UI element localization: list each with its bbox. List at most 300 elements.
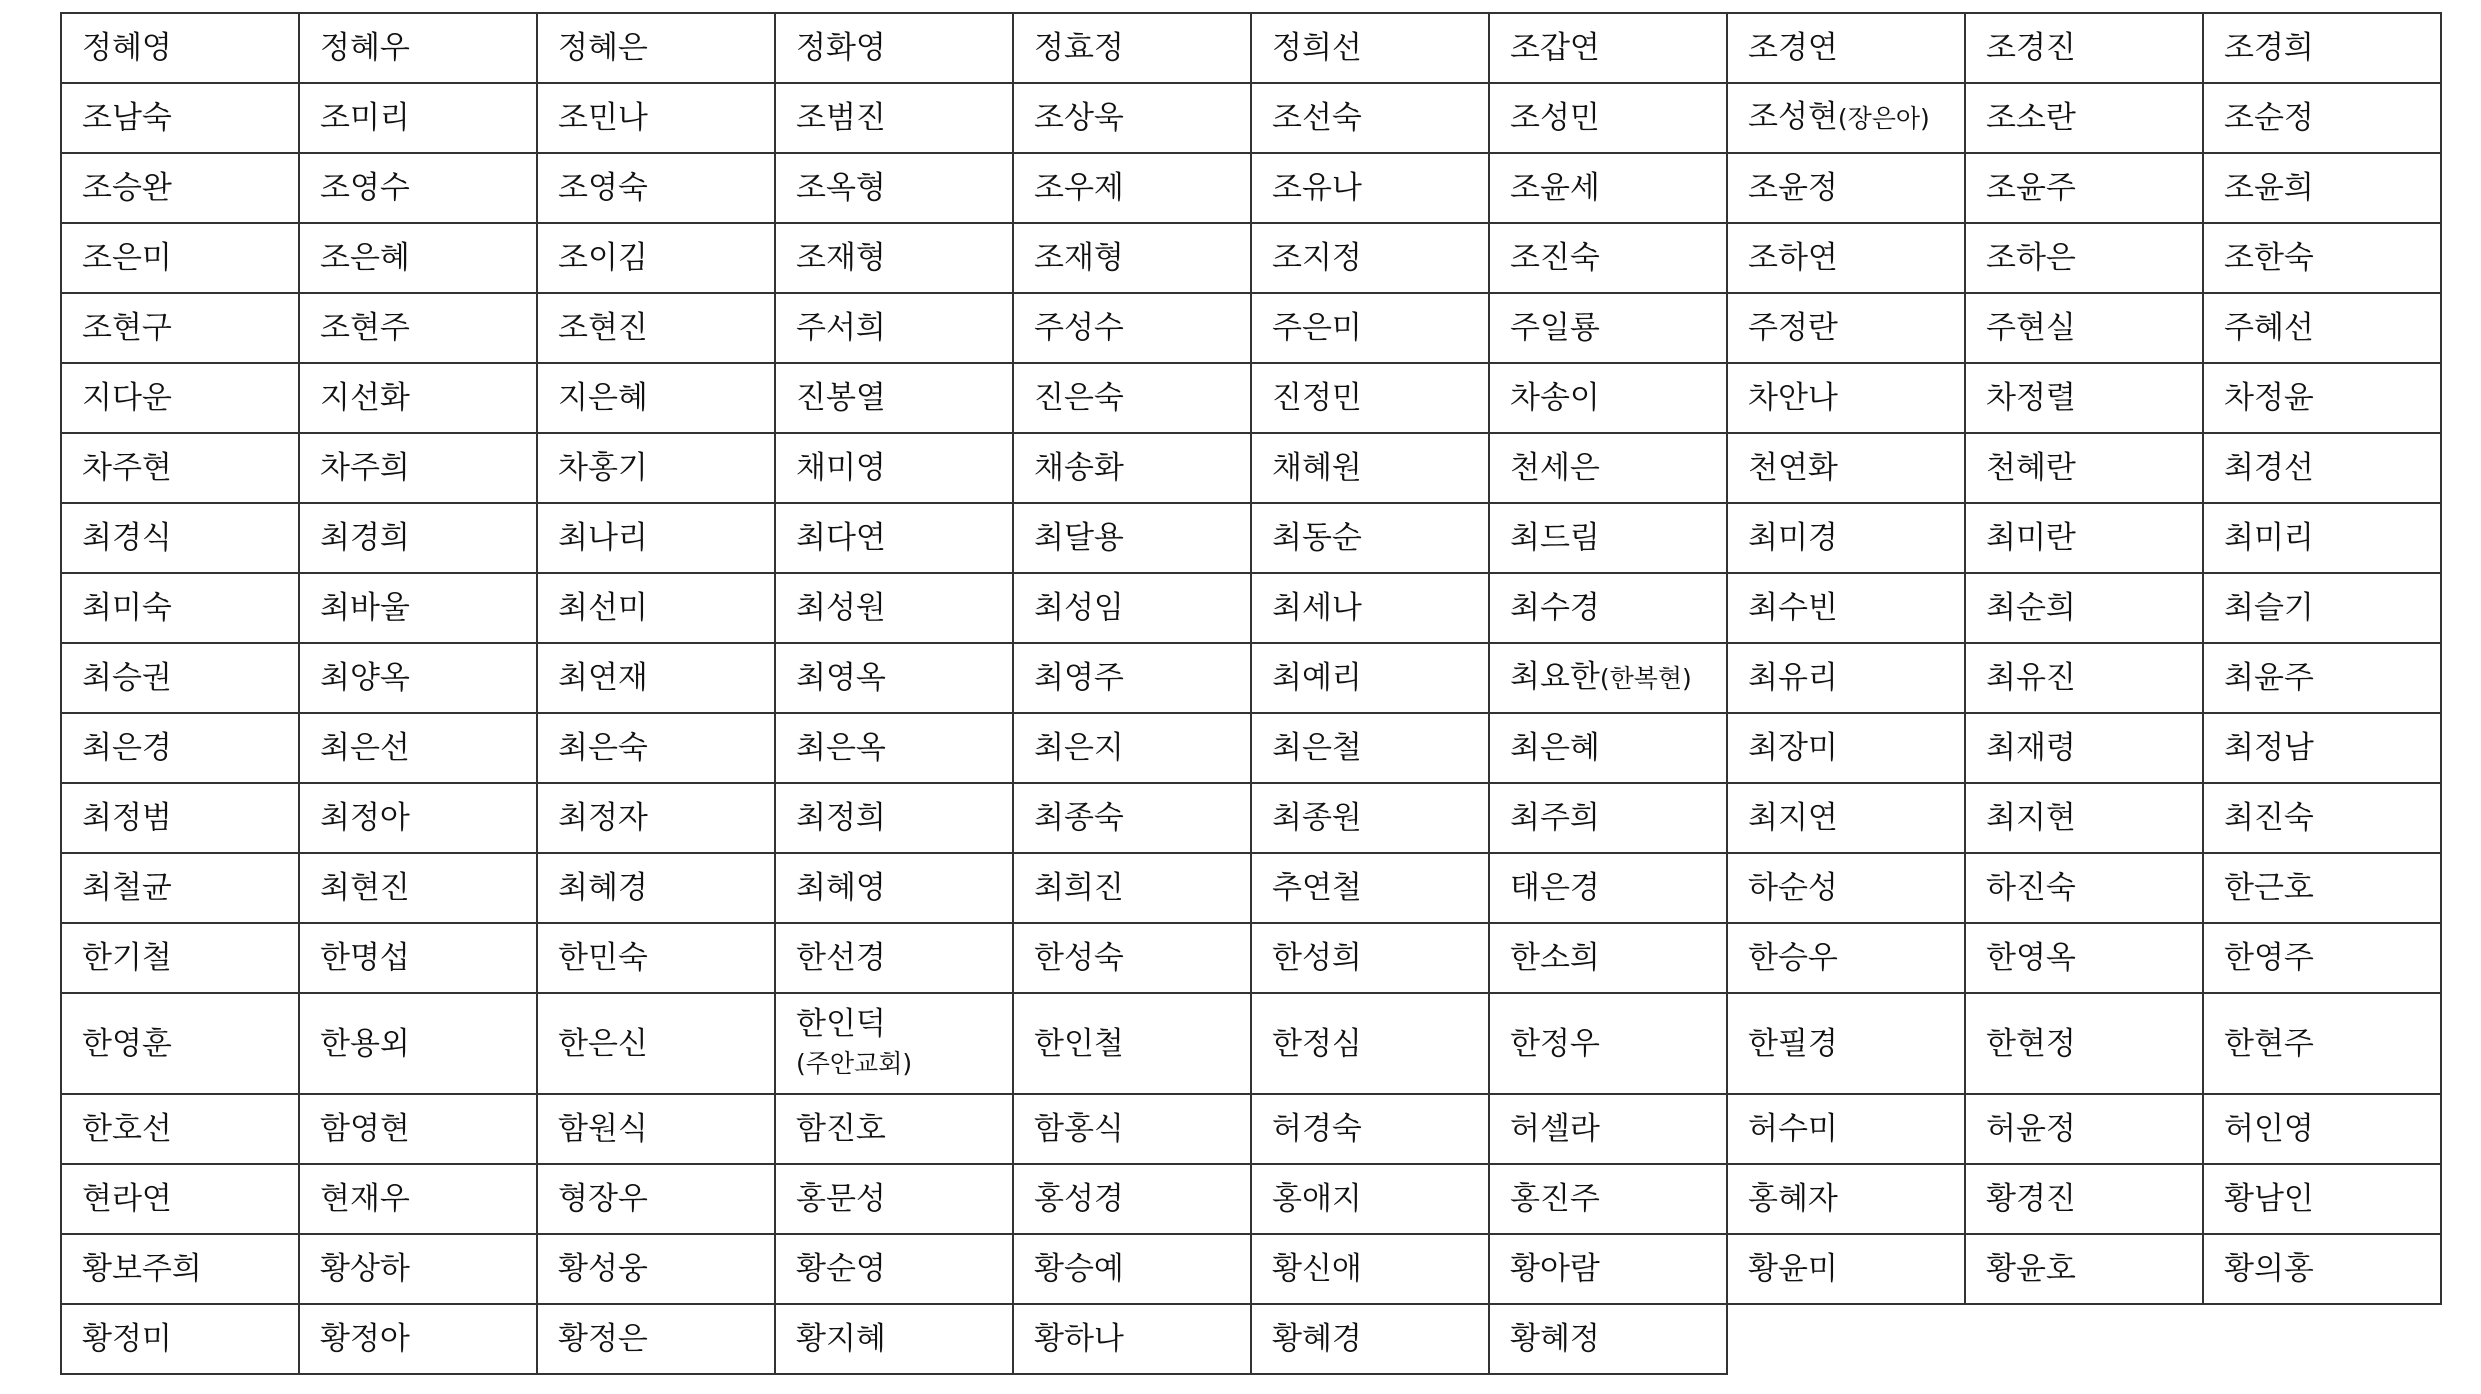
table-row	[61, 83, 2441, 153]
name-cell	[2203, 923, 2441, 993]
name-cell	[61, 923, 299, 993]
name-text: 조범진	[796, 100, 886, 136]
name-cell	[2203, 503, 2441, 573]
name-cell	[1489, 433, 1727, 503]
name-text: 최드림	[1510, 520, 1600, 556]
name-text: 황정은	[558, 1321, 648, 1357]
name-cell	[537, 1094, 775, 1164]
table-row	[61, 153, 2441, 223]
name-text: 최유리	[1748, 660, 1838, 696]
name-cell	[299, 1234, 537, 1304]
name-text: 조영수	[320, 170, 410, 206]
name-cell	[1013, 503, 1251, 573]
name-cell	[61, 783, 299, 853]
name-text: 조윤주	[1986, 170, 2076, 206]
name-cell	[1965, 923, 2203, 993]
name-note: (한복현)	[1599, 664, 1692, 693]
name-text: 홍애지	[1272, 1181, 1362, 1217]
name-text: 진정민	[1272, 380, 1362, 416]
name-cell	[61, 1234, 299, 1304]
name-cell	[2203, 293, 2441, 363]
name-cell	[299, 1164, 537, 1234]
name-text: 조승완	[82, 170, 172, 206]
name-cell	[61, 83, 299, 153]
name-cell	[775, 1164, 1013, 1234]
name-cell	[2203, 83, 2441, 153]
name-cell	[299, 153, 537, 223]
name-text: 최정아	[320, 800, 410, 836]
name-text: 황혜경	[1272, 1321, 1362, 1357]
name-text: 조경연	[1748, 30, 1838, 66]
name-cell	[1965, 363, 2203, 433]
name-text: 조갑연	[1510, 30, 1600, 66]
name-cell	[775, 503, 1013, 573]
name-text: 정희선	[1272, 30, 1362, 66]
name-cell	[537, 433, 775, 503]
name-text: 황성웅	[558, 1251, 648, 1287]
name-text: 최종원	[1272, 800, 1362, 836]
name-cell	[1251, 153, 1489, 223]
name-text: 진은숙	[1034, 380, 1124, 416]
name-text: 차정렬	[1986, 380, 2076, 416]
name-cell	[1727, 1164, 1965, 1234]
name-cell	[2203, 1164, 2441, 1234]
name-cell	[1489, 223, 1727, 293]
name-text: 조한숙	[2224, 240, 2314, 276]
name-text: 현라연	[82, 1181, 172, 1217]
name-cell	[1013, 1164, 1251, 1234]
name-text: 최장미	[1748, 730, 1838, 766]
name-cell	[61, 1164, 299, 1234]
name-text: 한용외	[320, 1025, 410, 1062]
name-cell	[775, 923, 1013, 993]
name-cell	[1727, 783, 1965, 853]
name-cell	[775, 573, 1013, 643]
name-text: 황남인	[2224, 1181, 2314, 1217]
name-cell	[537, 643, 775, 713]
name-text: 조지정	[1272, 240, 1362, 276]
name-text: 최재령	[1986, 730, 2076, 766]
name-cell	[1489, 573, 1727, 643]
name-cell	[1251, 503, 1489, 573]
name-cell	[775, 853, 1013, 923]
name-text: 정화영	[796, 30, 886, 66]
table-row	[61, 643, 2441, 713]
name-text: 최나리	[558, 520, 648, 556]
name-cell	[2203, 153, 2441, 223]
name-cell	[1489, 83, 1727, 153]
name-cell	[1013, 433, 1251, 503]
name-text: 조순정	[2224, 100, 2314, 136]
table-row	[61, 1094, 2441, 1164]
name-text: 차주희	[320, 450, 410, 486]
name-cell	[1251, 363, 1489, 433]
name-cell	[1965, 293, 2203, 363]
name-text: 한근호	[2224, 870, 2314, 906]
name-cell	[775, 363, 1013, 433]
table-row	[61, 1304, 2441, 1374]
name-text: 한승우	[1748, 940, 1838, 976]
name-text: 함영현	[320, 1111, 410, 1147]
name-text: 조현주	[320, 310, 410, 346]
name-text: 천세은	[1510, 450, 1600, 486]
name-cell	[61, 643, 299, 713]
name-cell	[1489, 993, 1727, 1094]
name-text: 조선숙	[1272, 100, 1362, 136]
name-text: 주서희	[796, 310, 886, 346]
name-cell	[1251, 783, 1489, 853]
name-text: 최정범	[82, 800, 172, 836]
name-cell	[1013, 13, 1251, 83]
name-text: 한영훈	[82, 1025, 172, 1062]
name-text: 하진숙	[1986, 870, 2076, 906]
name-text: 최유진	[1986, 660, 2076, 696]
name-text: 한민숙	[558, 940, 648, 976]
table-row	[61, 923, 2441, 993]
name-text: 한선경	[796, 940, 886, 976]
name-cell	[1013, 713, 1251, 783]
name-text: 차정윤	[2224, 380, 2314, 416]
name-cell	[2203, 223, 2441, 293]
name-text: 황신애	[1272, 1251, 1362, 1287]
name-cell	[537, 783, 775, 853]
name-text: 최경희	[320, 520, 410, 556]
name-text: 지은혜	[558, 380, 648, 416]
name-cell	[1965, 13, 2203, 83]
name-text: 최선미	[558, 590, 648, 626]
name-text: 최진숙	[2224, 800, 2314, 836]
name-text: 최미숙	[82, 590, 172, 626]
name-text: 최혜경	[558, 870, 648, 906]
name-cell	[1727, 643, 1965, 713]
name-text: 한정심	[1272, 1025, 1362, 1062]
name-cell	[537, 83, 775, 153]
name-text: 황지혜	[796, 1321, 886, 1357]
name-text: 함진호	[796, 1111, 886, 1147]
name-text: 한현주	[2224, 1025, 2314, 1062]
name-cell	[1965, 573, 2203, 643]
name-text: 차주현	[82, 450, 172, 486]
name-text: 한은신	[558, 1025, 648, 1062]
name-text: 최영옥	[796, 660, 886, 696]
name-cell	[299, 433, 537, 503]
empty-cell	[1965, 1304, 2203, 1374]
table-row	[61, 783, 2441, 853]
name-text: 홍문성	[796, 1181, 886, 1217]
name-text: 한영옥	[1986, 940, 2076, 976]
name-cell	[1251, 223, 1489, 293]
table-row	[61, 13, 2441, 83]
name-text: 정혜은	[558, 30, 648, 66]
name-text: 황보주희	[82, 1251, 202, 1287]
name-text: 최은철	[1272, 730, 1362, 766]
name-text: 최경선	[2224, 450, 2314, 486]
name-cell	[299, 1304, 537, 1374]
name-cell	[1013, 1304, 1251, 1374]
name-cell	[1489, 13, 1727, 83]
name-text: 황승예	[1034, 1251, 1124, 1287]
name-cell	[1727, 923, 1965, 993]
name-text: 최다연	[796, 520, 886, 556]
name-cell	[1489, 1094, 1727, 1164]
name-cell	[1013, 1234, 1251, 1304]
name-text: 채혜원	[1272, 450, 1362, 486]
name-text: 최미리	[2224, 520, 2314, 556]
table-row	[61, 223, 2441, 293]
name-text: 정혜영	[82, 30, 172, 66]
name-text: 지선화	[320, 380, 410, 416]
name-text: 진봉열	[796, 380, 886, 416]
name-cell	[1013, 853, 1251, 923]
name-list-body	[61, 13, 2441, 1374]
name-cell	[61, 293, 299, 363]
name-cell	[299, 83, 537, 153]
name-text: 황경진	[1986, 1181, 2076, 1217]
name-cell	[299, 573, 537, 643]
name-text: 한호선	[82, 1111, 172, 1147]
name-text: 홍혜자	[1748, 1181, 1838, 1217]
name-cell	[1489, 783, 1727, 853]
table-row	[61, 573, 2441, 643]
name-cell	[775, 293, 1013, 363]
name-cell	[1727, 503, 1965, 573]
name-text: 최슬기	[2224, 590, 2314, 626]
name-text: 최양옥	[320, 660, 410, 696]
name-cell	[1965, 643, 2203, 713]
name-cell	[1965, 503, 2203, 573]
name-text: 조현진	[558, 310, 648, 346]
name-text: 조민나	[558, 100, 648, 136]
name-text: 현재우	[320, 1181, 410, 1217]
name-cell	[2203, 13, 2441, 83]
name-cell	[1727, 853, 1965, 923]
name-text: 채송화	[1034, 450, 1124, 486]
name-text: 천혜란	[1986, 450, 2076, 486]
name-text: 황순영	[796, 1251, 886, 1287]
name-cell	[1251, 643, 1489, 713]
name-text: 천연화	[1748, 450, 1838, 486]
name-cell	[775, 153, 1013, 223]
name-text: 하순성	[1748, 870, 1838, 906]
name-cell	[61, 853, 299, 923]
name-text: 최수경	[1510, 590, 1600, 626]
name-text: 추연철	[1272, 870, 1362, 906]
table-row	[61, 293, 2441, 363]
name-cell	[537, 1234, 775, 1304]
name-text: 최혜영	[796, 870, 886, 906]
name-text: 조윤희	[2224, 170, 2314, 206]
name-text: 주일룡	[1510, 310, 1600, 346]
name-cell	[1013, 293, 1251, 363]
name-cell	[1251, 993, 1489, 1094]
name-text: 황의홍	[2224, 1251, 2314, 1287]
name-cell	[299, 13, 537, 83]
name-text: 최경식	[82, 520, 172, 556]
name-cell	[2203, 993, 2441, 1094]
name-text: 최주희	[1510, 800, 1600, 836]
name-cell	[61, 13, 299, 83]
name-text: 황윤미	[1748, 1251, 1838, 1287]
name-text: 허셀라	[1510, 1111, 1600, 1147]
name-text: 황윤호	[1986, 1251, 2076, 1287]
name-text: 함원식	[558, 1111, 648, 1147]
name-cell	[537, 223, 775, 293]
name-cell	[1965, 433, 2203, 503]
name-text: 최은경	[82, 730, 172, 766]
name-text: 최은옥	[796, 730, 886, 766]
name-cell	[1489, 1234, 1727, 1304]
name-text: 조영숙	[558, 170, 648, 206]
name-note: (장은아)	[1837, 104, 1930, 133]
name-cell	[1727, 1094, 1965, 1164]
name-cell	[1489, 923, 1727, 993]
name-text: 조하은	[1986, 240, 2076, 276]
name-cell	[1489, 363, 1727, 433]
name-cell	[2203, 573, 2441, 643]
name-text: 태은경	[1510, 870, 1600, 906]
name-cell	[1727, 363, 1965, 433]
name-cell	[537, 923, 775, 993]
name-cell	[61, 153, 299, 223]
name-cell	[2203, 1234, 2441, 1304]
name-text: 조진숙	[1510, 240, 1600, 276]
name-text: 주현실	[1986, 310, 2076, 346]
name-cell	[1013, 573, 1251, 643]
name-text: 한현정	[1986, 1025, 2076, 1062]
name-cell	[61, 993, 299, 1094]
name-text: 한성희	[1272, 940, 1362, 976]
name-text: 최은숙	[558, 730, 648, 766]
empty-cell	[2203, 1304, 2441, 1374]
name-cell	[1013, 83, 1251, 153]
name-text: 최달용	[1034, 520, 1124, 556]
empty-cell	[1727, 1304, 1965, 1374]
name-cell	[1727, 13, 1965, 83]
name-text: 한기철	[82, 940, 172, 976]
name-text: 조소란	[1986, 100, 2076, 136]
name-cell	[1251, 1234, 1489, 1304]
name-cell	[1727, 433, 1965, 503]
name-cell	[1251, 573, 1489, 643]
name-text: 조옥형	[796, 170, 886, 206]
name-text: 최지현	[1986, 800, 2076, 836]
name-text: 조은미	[82, 240, 172, 276]
name-cell	[1965, 83, 2203, 153]
name-text: 최세나	[1272, 590, 1362, 626]
name-text: 조윤세	[1510, 170, 1600, 206]
name-text: 조성민	[1510, 100, 1600, 136]
name-cell	[537, 1164, 775, 1234]
name-cell	[1251, 923, 1489, 993]
name-text: 주은미	[1272, 310, 1362, 346]
table-row	[61, 713, 2441, 783]
name-cell	[1251, 1094, 1489, 1164]
name-text: 최철균	[82, 870, 172, 906]
name-text: 최현진	[320, 870, 410, 906]
name-text: 최정남	[2224, 730, 2314, 766]
name-text: 허경숙	[1272, 1111, 1362, 1147]
name-cell	[1965, 223, 2203, 293]
name-text: 최요한	[1510, 659, 1600, 695]
table-row	[61, 363, 2441, 433]
name-cell	[299, 363, 537, 433]
table-row	[61, 433, 2441, 503]
name-text: 허윤정	[1986, 1111, 2076, 1147]
name-text: 황정아	[320, 1321, 410, 1357]
name-text: 최바울	[320, 590, 410, 626]
name-text: 최연재	[558, 660, 648, 696]
name-cell	[1727, 573, 1965, 643]
name-text: 최정희	[796, 800, 886, 836]
name-cell	[2203, 783, 2441, 853]
name-cell	[2203, 853, 2441, 923]
table-row	[61, 1234, 2441, 1304]
name-cell	[775, 783, 1013, 853]
name-cell	[1489, 293, 1727, 363]
name-cell	[299, 783, 537, 853]
name-cell	[1727, 83, 1965, 153]
name-cell	[1013, 223, 1251, 293]
name-text: 최미경	[1748, 520, 1838, 556]
name-text: 최성임	[1034, 590, 1124, 626]
name-cell	[1013, 153, 1251, 223]
name-text: 조남숙	[82, 100, 172, 136]
name-cell	[1013, 643, 1251, 713]
name-cell	[1727, 153, 1965, 223]
name-cell	[537, 1304, 775, 1374]
name-cell	[1251, 1164, 1489, 1234]
name-cell	[775, 713, 1013, 783]
name-text: 최희진	[1034, 870, 1124, 906]
name-cell	[299, 1094, 537, 1164]
name-cell	[537, 713, 775, 783]
name-text: 최수빈	[1748, 590, 1838, 626]
name-text: 황혜정	[1510, 1321, 1600, 1357]
name-cell	[1727, 1234, 1965, 1304]
name-text: 차안나	[1748, 380, 1838, 416]
name-cell	[775, 83, 1013, 153]
name-text: 조미리	[320, 100, 410, 136]
name-text: 허인영	[2224, 1111, 2314, 1147]
name-text: 주정란	[1748, 310, 1838, 346]
name-text: 허수미	[1748, 1111, 1838, 1147]
name-cell	[299, 503, 537, 573]
name-cell	[1965, 783, 2203, 853]
name-cell	[1727, 993, 1965, 1094]
name-cell	[1489, 853, 1727, 923]
name-cell	[1727, 293, 1965, 363]
name-cell	[1489, 153, 1727, 223]
name-cell	[775, 1304, 1013, 1374]
name-cell	[1251, 853, 1489, 923]
name-cell	[2203, 713, 2441, 783]
name-text: 최은혜	[1510, 730, 1600, 766]
name-text: 한인철	[1034, 1025, 1124, 1062]
name-text: 한인덕	[796, 1005, 886, 1042]
name-text: 채미영	[796, 450, 886, 486]
name-text: 주성수	[1034, 310, 1124, 346]
name-cell	[1965, 1094, 2203, 1164]
name-cell	[1965, 1234, 2203, 1304]
name-cell	[1489, 713, 1727, 783]
name-text: 조경진	[1986, 30, 2076, 66]
name-cell	[537, 293, 775, 363]
name-cell	[61, 223, 299, 293]
name-cell	[1489, 503, 1727, 573]
name-text: 주혜선	[2224, 310, 2314, 346]
name-text: 한성숙	[1034, 940, 1124, 976]
name-cell	[2203, 433, 2441, 503]
